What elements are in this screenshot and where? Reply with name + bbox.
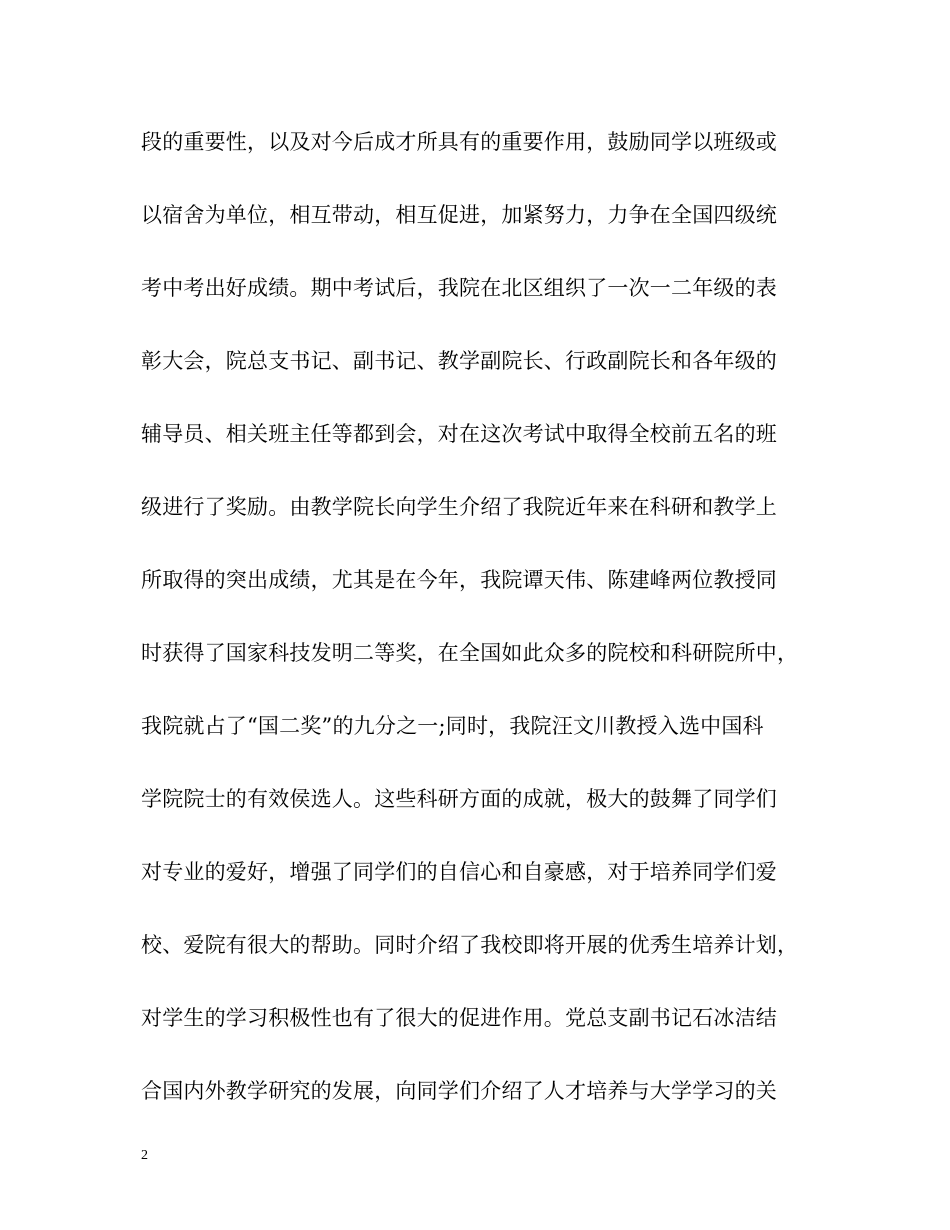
text-line: 以宿舍为单位，相互带动，相互促进，加紧努力，力争在全国四级统 <box>141 203 777 227</box>
text-line: 级进行了奖励。由教学院长向学生介绍了我院近年来在科研和教学上 <box>141 495 777 519</box>
text-line: 时获得了国家科技发明二等奖，在全国如此众多的院校和科研院所中， <box>141 641 799 665</box>
text-line: 对专业的爱好，增强了同学们的自信心和自豪感，对于培养同学们爱 <box>141 860 777 884</box>
page-number: 2 <box>141 1148 148 1163</box>
body-paragraph <box>141 123 821 1145</box>
text-line: 我院就占了“国二奖”的九分之一;同时，我院汪文川教授入选中国科 <box>141 714 764 738</box>
text-line: 校、爱院有很大的帮助。同时介绍了我校即将开展的优秀生培养计划， <box>141 933 799 957</box>
text-line: 合国内外教学研究的发展，向同学们介绍了人才培养与大学学习的关 <box>141 1079 777 1103</box>
text-line: 考中考出好成绩。期中考试后，我院在北区组织了一次一二年级的表 <box>141 276 777 300</box>
text-line: 段的重要性，以及对今后成才所具有的重要作用，鼓励同学以班级或 <box>141 130 777 154</box>
text-line: 彰大会，院总支书记、副书记、教学副院长、行政副院长和各年级的 <box>141 349 777 373</box>
text-line: 学院院士的有效侯选人。这些科研方面的成就，极大的鼓舞了同学们 <box>141 787 777 811</box>
text-line: 所取得的突出成绩，尤其是在今年，我院谭天伟、陈建峰两位教授同 <box>141 568 777 592</box>
text-line: 辅导员、相关班主任等都到会，对在这次考试中取得全校前五名的班 <box>141 422 777 446</box>
text-line: 对学生的学习积极性也有了很大的促进作用。党总支副书记石冰洁结 <box>141 1006 777 1030</box>
